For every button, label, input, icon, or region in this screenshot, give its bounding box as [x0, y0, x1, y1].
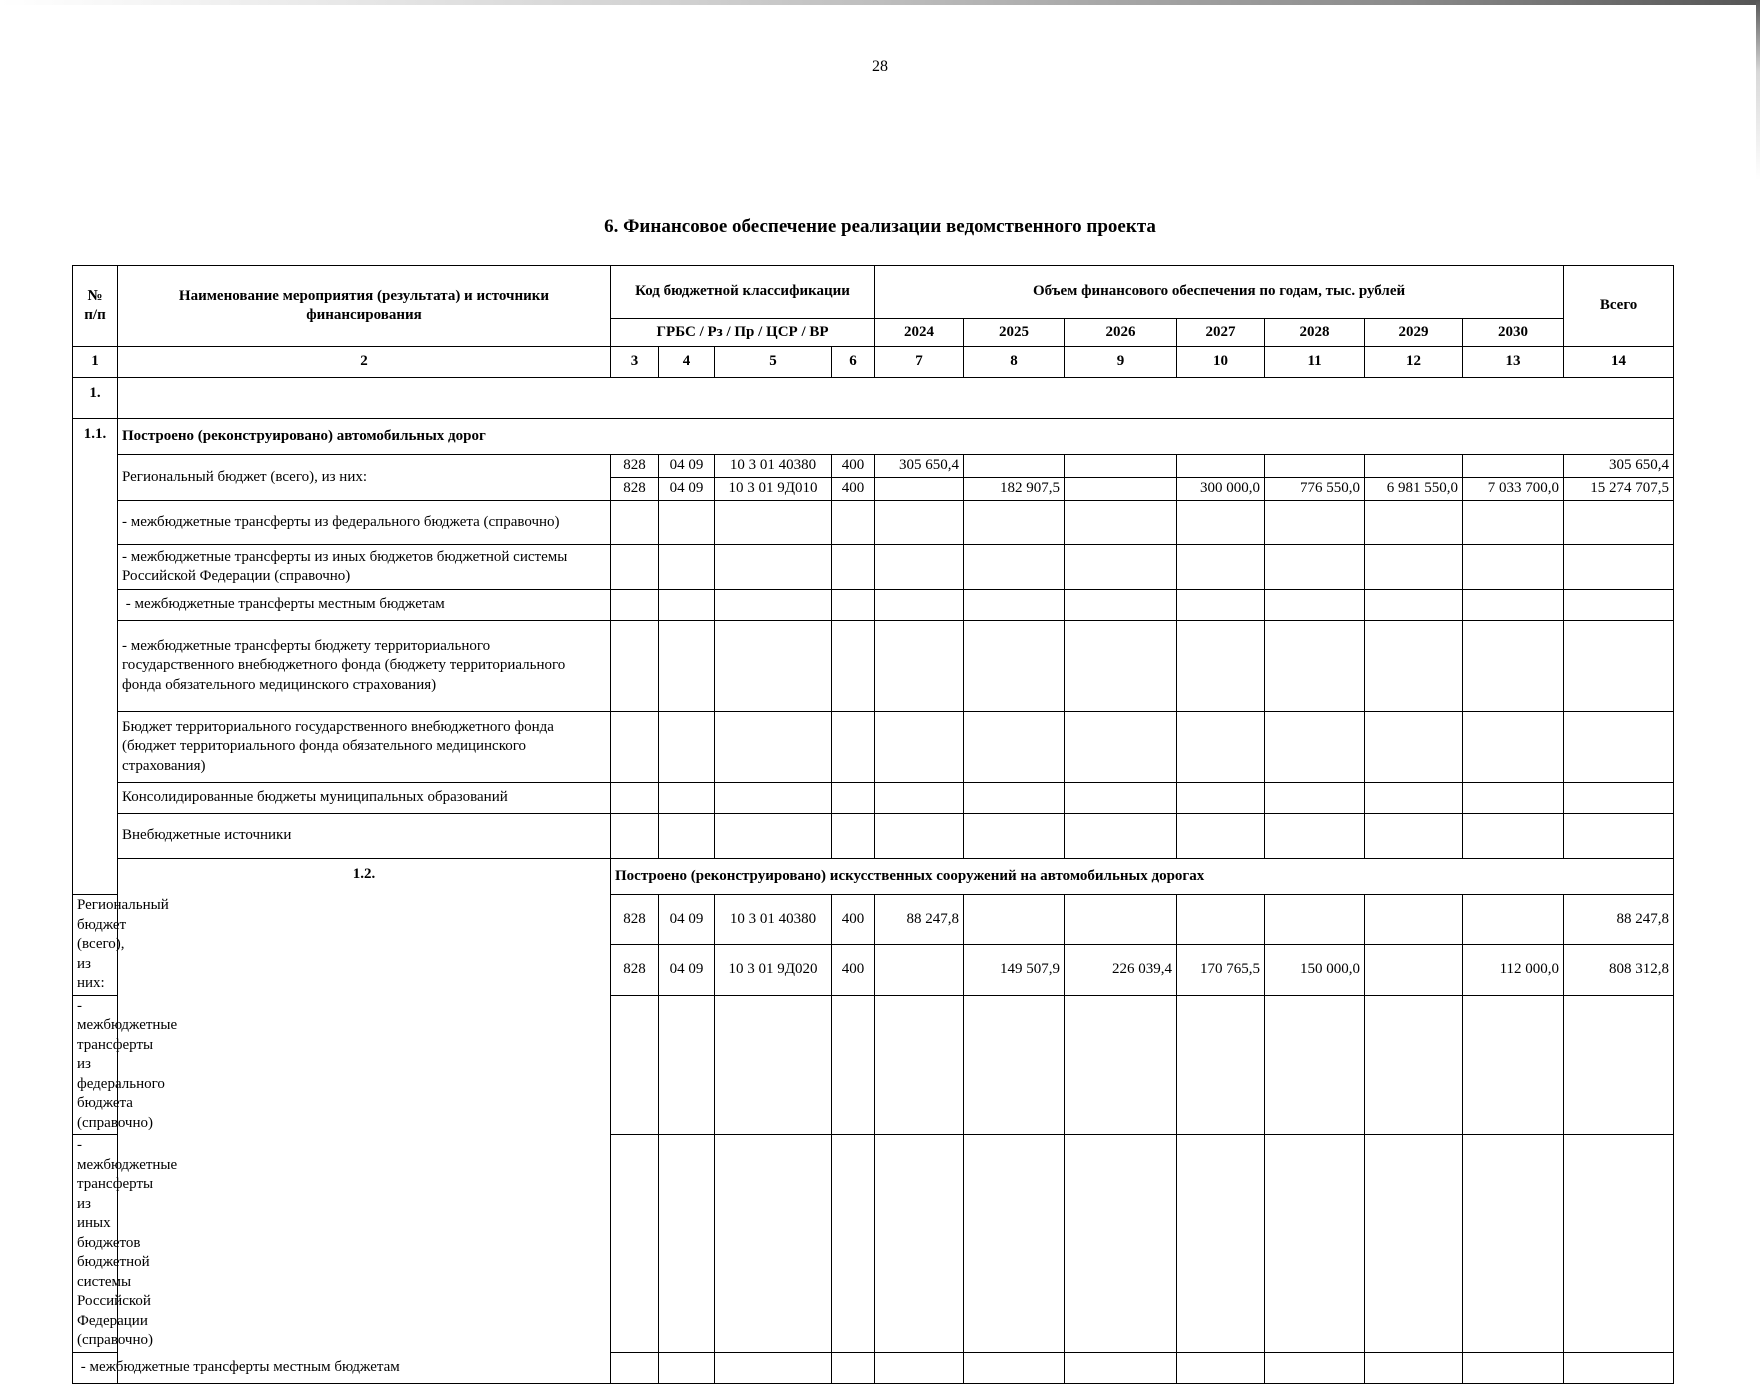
cell-grbs: 828: [611, 455, 659, 478]
table-row: [73, 545, 1674, 590]
scan-edge-top: [0, 0, 1760, 5]
header-volume: Объем финансового обеспечения по годам, тыс. рублей: [875, 266, 1564, 319]
cell-2027: [1177, 455, 1265, 478]
cell-2028: [1265, 455, 1365, 478]
col-number: 9: [1065, 347, 1177, 378]
cell-2030: [1463, 455, 1564, 478]
page-number: 28: [872, 58, 888, 75]
cell-2025: 182 907,5: [964, 478, 1065, 501]
row-label: - межбюджетные трансферты бюджету территориального государственного внебюджетного фонда (бюджету территориального фонда обязательного медицинского страхования): [118, 621, 611, 712]
header-year: 2025: [964, 319, 1065, 347]
financing-table: [72, 265, 1674, 1384]
cell-2028: 776 550,0: [1265, 478, 1365, 501]
col-number: 3: [611, 347, 659, 378]
table-row: [73, 621, 1674, 712]
section-row: [73, 859, 1674, 895]
header-budget-code: Код бюджетной классификации: [611, 266, 875, 319]
header-year: 2027: [1177, 319, 1265, 347]
header-year: 2030: [1463, 319, 1564, 347]
cell-2028: [1265, 895, 1365, 945]
cell-2026: [1065, 455, 1177, 478]
cell-total: 808 312,8: [1564, 945, 1674, 995]
header-name: Наименование мероприятия (результата) и источники финансирования: [118, 266, 611, 347]
col-number: 12: [1365, 347, 1463, 378]
cell-2025: [964, 895, 1065, 945]
cell-vr: 400: [832, 945, 875, 995]
cell-rz-pr: 04 09: [659, 945, 715, 995]
col-number: 8: [964, 347, 1065, 378]
col-number: 2: [118, 347, 611, 378]
cell-grbs: 828: [611, 895, 659, 945]
cell-grbs: 828: [611, 945, 659, 995]
table-row: [73, 814, 1674, 859]
section-name: [118, 378, 1674, 419]
header-num: № п/п: [73, 266, 118, 347]
cell-2028: 150 000,0: [1265, 945, 1365, 995]
cell-2029: [1365, 455, 1463, 478]
cell-2024: [875, 945, 964, 995]
cell-csr: 10 3 01 40380: [715, 895, 832, 945]
cell-2026: 226 039,4: [1065, 945, 1177, 995]
section-name: Построено (реконструировано) искусственных сооружений на автомобильных дорогах: [611, 859, 1674, 895]
header-year: 2028: [1265, 319, 1365, 347]
section-title: 6. Финансовое обеспечение реализации ведомственного проекта: [604, 216, 1156, 237]
cell-2027: 300 000,0: [1177, 478, 1265, 501]
cell-rz-pr: 04 09: [659, 895, 715, 945]
cell-2030: 112 000,0: [1463, 945, 1564, 995]
header-year: 2026: [1065, 319, 1177, 347]
cell-2024: 305 650,4: [875, 455, 964, 478]
cell-total: 305 650,4: [1564, 455, 1674, 478]
column-number-row: [73, 347, 1674, 378]
cell-rz-pr: 04 09: [659, 455, 715, 478]
section-index: 1.: [73, 378, 118, 419]
cell-2026: [1065, 478, 1177, 501]
row-label: - межбюджетные трансферты из федерального бюджета (справочно): [118, 501, 611, 545]
row-label: Внебюджетные источники: [118, 814, 611, 859]
col-number: 6: [832, 347, 875, 378]
cell-2027: [1177, 895, 1265, 945]
cell-csr: 10 3 01 9Д020: [715, 945, 832, 995]
cell-vr: 400: [832, 478, 875, 501]
col-number: 14: [1564, 347, 1674, 378]
section-name: Построено (реконструировано) автомобильных дорог: [118, 419, 1674, 455]
cell-2027: 170 765,5: [1177, 945, 1265, 995]
regional-budget-label: Региональный бюджет (всего), из них:: [73, 895, 118, 996]
table-row: [73, 712, 1674, 783]
row-label: - межбюджетные трансферты из иных бюджетов бюджетной системы Российской Федерации (справочно): [118, 545, 611, 590]
section-index: 1.1.: [73, 419, 118, 895]
cell-total: 15 274 707,5: [1564, 478, 1674, 501]
cell-2030: 7 033 700,0: [1463, 478, 1564, 501]
cell-csr: 10 3 01 40380: [715, 455, 832, 478]
cell-rz-pr: 04 09: [659, 478, 715, 501]
scan-edge-right: [1756, 0, 1760, 1200]
cell-2029: [1365, 895, 1463, 945]
col-number: 4: [659, 347, 715, 378]
header-total: Всего: [1564, 266, 1674, 347]
section-index: 1.2.: [118, 859, 611, 1384]
cell-2029: 6 981 550,0: [1365, 478, 1463, 501]
table-row: [73, 783, 1674, 814]
col-number: 1: [73, 347, 118, 378]
header-row: [73, 266, 1674, 319]
cell-2029: [1365, 945, 1463, 995]
table-row: [73, 455, 1674, 478]
row-label: - межбюджетные трансферты местным бюджетам: [73, 1352, 118, 1383]
regional-budget-label: Региональный бюджет (всего), из них:: [118, 455, 611, 501]
col-number: 13: [1463, 347, 1564, 378]
col-number: 11: [1265, 347, 1365, 378]
cell-vr: 400: [832, 895, 875, 945]
table-row: [73, 501, 1674, 545]
section-row: [73, 419, 1674, 455]
table-row: [73, 590, 1674, 621]
cell-vr: 400: [832, 455, 875, 478]
cell-2025: 149 507,9: [964, 945, 1065, 995]
col-number: 7: [875, 347, 964, 378]
cell-2024: [875, 478, 964, 501]
row-label: - межбюджетные трансферты местным бюджетам: [118, 590, 611, 621]
col-number: 5: [715, 347, 832, 378]
cell-2024: 88 247,8: [875, 895, 964, 945]
cell-csr: 10 3 01 9Д010: [715, 478, 832, 501]
cell-grbs: 828: [611, 478, 659, 501]
row-label: - межбюджетные трансферты из федерального бюджета (справочно): [73, 995, 118, 1135]
header-year: 2029: [1365, 319, 1463, 347]
cell-2025: [964, 455, 1065, 478]
cell-2026: [1065, 895, 1177, 945]
row-label: - межбюджетные трансферты из иных бюджетов бюджетной системы Российской Федерации (справочно): [73, 1135, 118, 1353]
cell-2030: [1463, 895, 1564, 945]
row-label: Бюджет территориального государственного внебюджетного фонда (бюджет территориального фонда обязательного медицинского страхования): [118, 712, 611, 783]
col-number: 10: [1177, 347, 1265, 378]
header-year: 2024: [875, 319, 964, 347]
header-budget-code-sub: ГРБС / Рз / Пр / ЦСР / ВР: [611, 319, 875, 347]
cell-total: 88 247,8: [1564, 895, 1674, 945]
section-row: [73, 378, 1674, 419]
row-label: Консолидированные бюджеты муниципальных образований: [118, 783, 611, 814]
